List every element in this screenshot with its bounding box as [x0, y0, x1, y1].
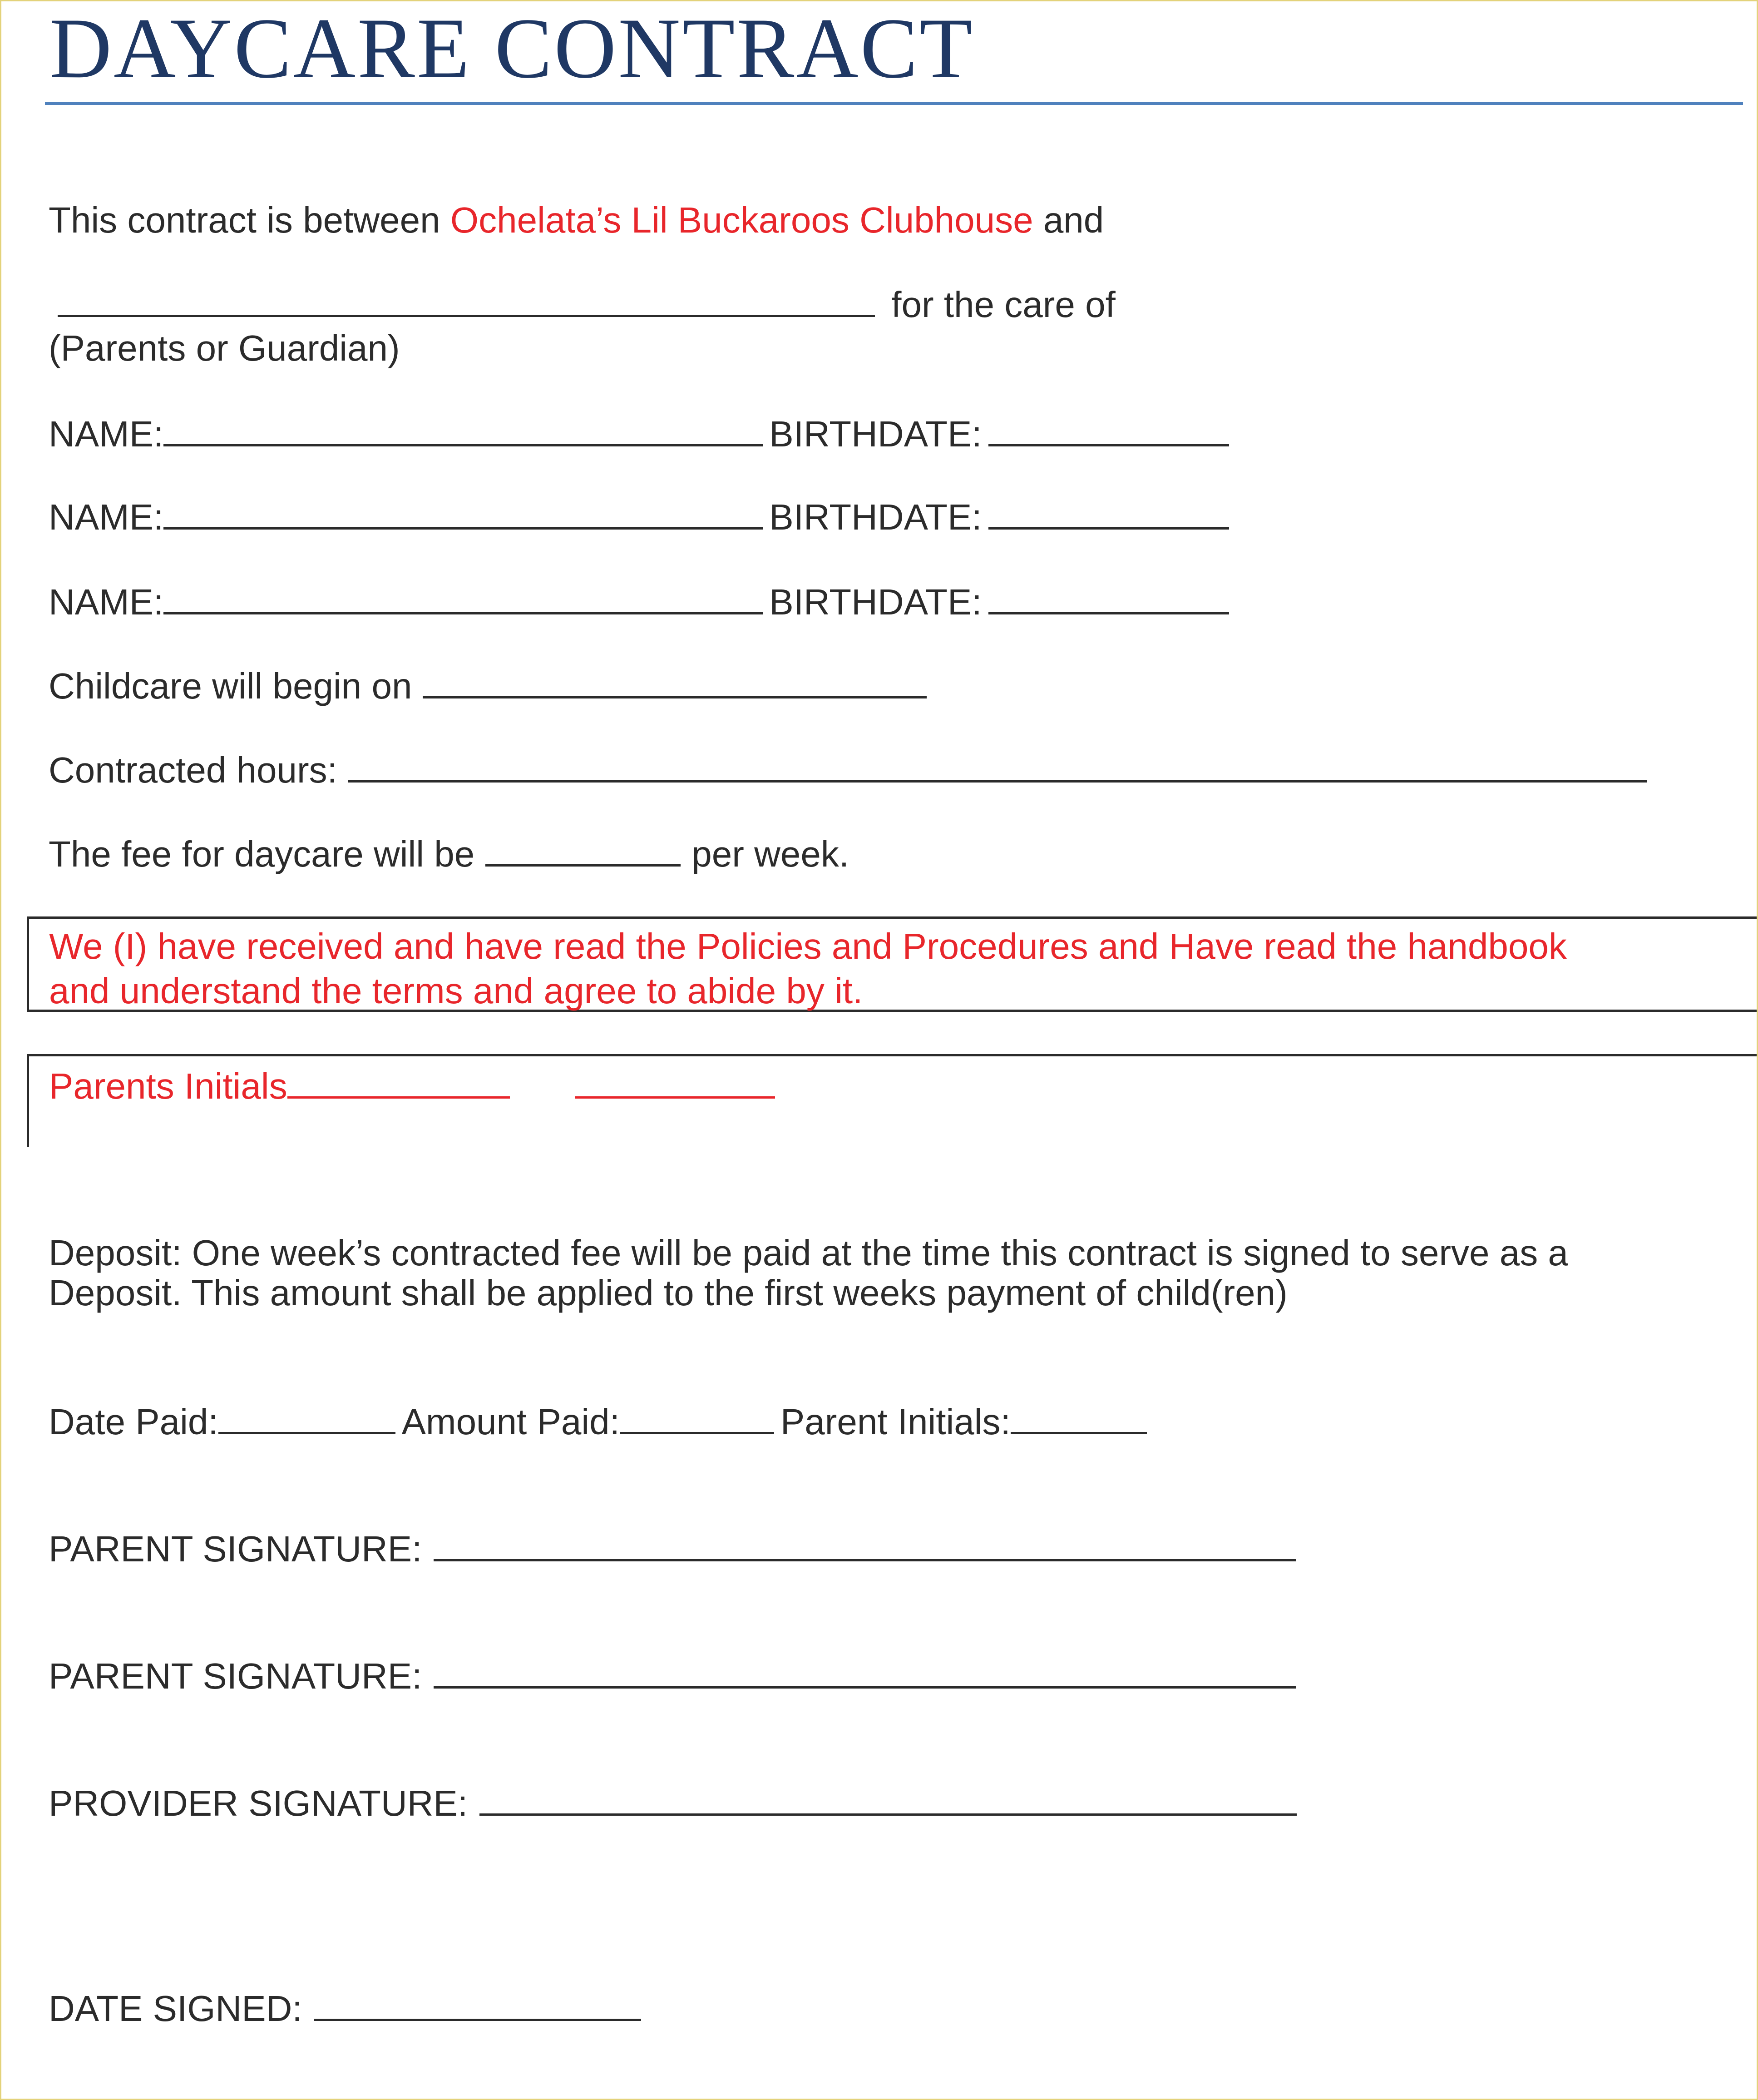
provider-signature-label: PROVIDER SIGNATURE: [49, 1783, 468, 1823]
provider-signature-row [49, 1782, 1303, 1823]
child-birthdate-blank[interactable] [988, 580, 1229, 614]
parents-initials-box [27, 1054, 1758, 1147]
date-signed-label: DATE SIGNED: [49, 1988, 302, 2029]
deposit-line-2: Deposit. This amount shall be applied to the first weeks payment of child(ren) [49, 1273, 1288, 1313]
care-of-line [49, 283, 1116, 325]
intro-prefix: This contract is between [49, 200, 440, 240]
parent-initials-paid-label: Parent Initials: [780, 1402, 1011, 1442]
begin-date-line [49, 664, 933, 706]
payment-line [49, 1400, 1153, 1442]
intro-line [49, 200, 1104, 240]
date-signed-row [49, 1987, 647, 2029]
hours-blank[interactable] [348, 748, 1647, 783]
provider-name: Ochelata’s Lil Buckaroos Clubhouse [450, 200, 1033, 240]
child-name-blank[interactable] [163, 495, 763, 530]
child-birthdate-blank[interactable] [988, 495, 1229, 530]
parent-signature-blank[interactable] [434, 1654, 1296, 1689]
amount-paid-blank[interactable] [620, 1400, 774, 1434]
date-paid-blank[interactable] [218, 1400, 395, 1434]
child-birthdate-label: BIRTHDATE: [769, 582, 982, 622]
parents-initials-label: Parents Initials [49, 1066, 287, 1106]
child-birthdate-blank[interactable] [988, 412, 1229, 446]
child-row-2 [49, 495, 1235, 537]
parent-signature-label: PARENT SIGNATURE: [49, 1529, 422, 1569]
care-of-sub-label: (Parents or Guardian) [49, 328, 400, 368]
child-name-blank[interactable] [163, 412, 763, 446]
child-birthdate-label: BIRTHDATE: [769, 414, 982, 454]
acknowledgement-text [49, 924, 1567, 1013]
deposit-line-1: Deposit: One week’s contracted fee will be paid at the time this contract is signed to serve as a [49, 1233, 1568, 1273]
begin-date-blank[interactable] [423, 664, 927, 698]
acknowledgement-line-1: We (I) have received and have read the Policies and Procedures and Have read the handbook [49, 926, 1567, 966]
provider-signature-blank[interactable] [479, 1782, 1297, 1816]
date-paid-label: Date Paid: [49, 1402, 218, 1442]
parent-signature-row-2 [49, 1654, 1303, 1696]
fee-line [49, 832, 849, 874]
hours-label: Contracted hours: [49, 750, 337, 790]
deposit-paragraph [49, 1233, 1568, 1313]
parent-initials-blank-1[interactable] [287, 1065, 510, 1099]
child-row-1 [49, 412, 1235, 454]
child-row-3 [49, 580, 1235, 622]
intro-suffix: and [1043, 200, 1104, 240]
parents-initials-line [49, 1065, 781, 1106]
fee-suffix: per week. [691, 834, 849, 874]
child-name-label: NAME: [49, 582, 164, 622]
parent-signature-row-1 [49, 1527, 1303, 1569]
acknowledgement-line-2: and understand the terms and agree to abide by it. [49, 970, 863, 1011]
acknowledgement-box [27, 916, 1758, 1012]
parent-initials-paid-blank[interactable] [1011, 1400, 1147, 1434]
title-divider [45, 102, 1743, 105]
child-name-label: NAME: [49, 414, 164, 454]
fee-prefix: The fee for daycare will be [49, 834, 475, 874]
parent-signature-blank[interactable] [434, 1527, 1296, 1561]
child-name-blank[interactable] [163, 580, 763, 614]
amount-paid-label: Amount Paid: [401, 1402, 620, 1442]
parent-guardian-blank[interactable] [58, 283, 875, 317]
child-birthdate-label: BIRTHDATE: [769, 497, 982, 537]
page-title: DAYCARE CONTRACT [49, 1, 974, 96]
date-signed-blank[interactable] [314, 1987, 641, 2021]
care-of-label: for the care of [891, 284, 1116, 325]
parent-signature-label: PARENT SIGNATURE: [49, 1656, 422, 1696]
hours-line [49, 748, 1653, 790]
child-name-label: NAME: [49, 497, 164, 537]
begin-date-label: Childcare will begin on [49, 666, 412, 706]
parent-initials-blank-2[interactable] [575, 1065, 775, 1099]
fee-blank[interactable] [485, 832, 681, 867]
